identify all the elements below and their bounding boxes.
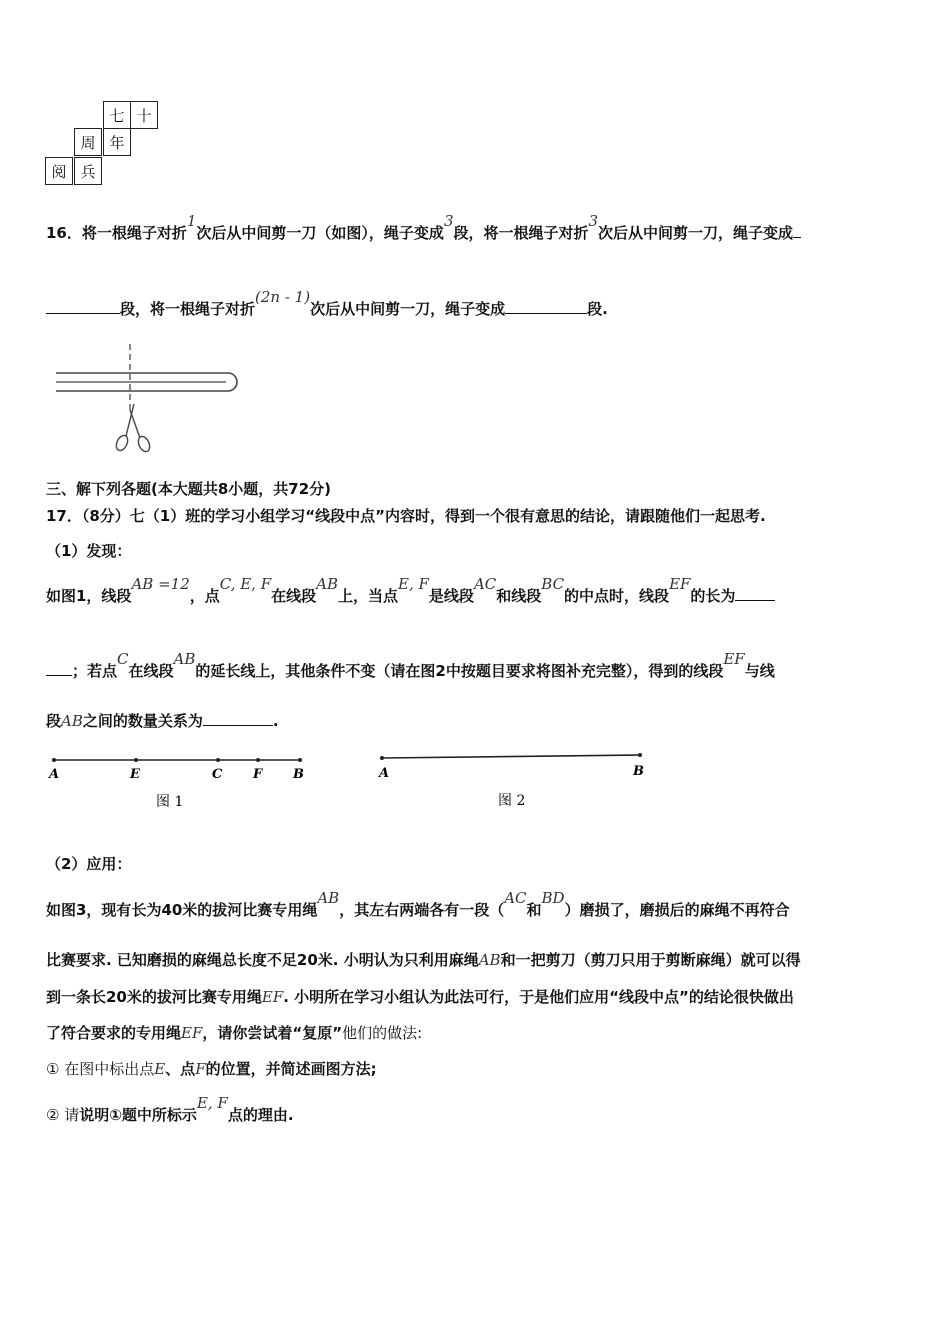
text: 说明①题中所标示 xyxy=(79,1106,197,1124)
math: C xyxy=(117,650,129,668)
text: 点的理由. xyxy=(227,1106,294,1124)
point-label: B xyxy=(633,764,644,779)
figure-1 xyxy=(44,748,314,816)
math: EF xyxy=(181,1024,203,1042)
text: 到一条长20米的拔河比赛专用绳 xyxy=(46,988,262,1006)
q17-app-line4 xyxy=(46,1022,422,1043)
q17-part2-title: （2）应用： xyxy=(46,855,132,873)
grid-cell: 七 xyxy=(103,101,131,129)
text: 段 xyxy=(46,712,62,730)
q16-line1 xyxy=(46,212,801,243)
q17-step1 xyxy=(46,1058,377,1079)
text: 是线段 xyxy=(428,587,474,605)
grid-cell: 兵 xyxy=(74,157,102,185)
text: 在线段 xyxy=(271,587,317,605)
math: 1 xyxy=(186,212,197,230)
grid-cell: 阅 xyxy=(45,157,73,185)
point-e xyxy=(134,758,138,762)
point-c xyxy=(216,758,220,762)
text: 的长为 xyxy=(690,587,736,605)
point-label: F xyxy=(253,767,263,782)
text: 之间的数量关系为 xyxy=(82,712,203,730)
answer-blank[interactable] xyxy=(505,299,587,314)
math: AB xyxy=(61,712,83,730)
answer-blank[interactable] xyxy=(735,586,775,601)
text: 次后从中间剪一刀（如图），绳子变成 xyxy=(196,224,444,242)
q17-line1 xyxy=(46,575,775,606)
text: 上，当点 xyxy=(338,587,399,605)
text: 次后从中间剪一刀，绳子变成 xyxy=(310,300,506,318)
math: (2n - 1) xyxy=(255,288,311,306)
math: 3 xyxy=(588,212,599,230)
q17-app-line3 xyxy=(46,986,794,1007)
text: 的延长线上，其他条件不变（请在图2中按题目要求将图补充完整），得到的线段 xyxy=(195,662,724,680)
rope-scissors-figure xyxy=(48,340,248,455)
q17-part1-title: （1）发现： xyxy=(46,542,132,560)
text: 与线 xyxy=(744,662,775,680)
q17-line2 xyxy=(46,650,775,681)
text: 和 xyxy=(526,901,542,919)
text: 、点 xyxy=(165,1060,196,1078)
q17-intro: 17．（8分）七（1）班的学习小组学习“线段中点”内容时，得到一个很有意思的结论，请跟随他们一起思考. xyxy=(46,507,766,525)
math: E xyxy=(154,1060,166,1078)
text: 如图1，线段 xyxy=(46,587,132,605)
math: E, F xyxy=(196,1094,228,1112)
text: 他们的做法: xyxy=(342,1024,423,1042)
answer-blank[interactable] xyxy=(46,661,72,676)
math: F xyxy=(195,1060,206,1078)
point-b xyxy=(638,753,642,757)
math: AB xyxy=(173,650,196,668)
math: AC xyxy=(473,575,497,593)
math: E, F xyxy=(398,575,429,593)
q17-step2 xyxy=(46,1094,294,1125)
section-heading: 三、解下列各题(本大题共8小题，共72分) xyxy=(46,480,332,498)
math: C, E, F xyxy=(219,575,272,593)
math: AB xyxy=(316,575,338,593)
text: 和一把剪刀（剪刀只用于剪断麻绳）就可以得 xyxy=(500,951,801,969)
answer-blank[interactable] xyxy=(793,223,801,238)
math: AB xyxy=(478,951,501,969)
answer-blank[interactable] xyxy=(46,299,120,314)
figure-caption: 图 2 xyxy=(498,793,526,809)
grid-cell: 年 xyxy=(103,128,131,156)
text: 的位置，并简述画图方法; xyxy=(205,1060,377,1078)
figure-2 xyxy=(372,745,662,815)
math: BD xyxy=(541,889,565,907)
text: 次后从中间剪一刀，绳子变成 xyxy=(598,224,794,242)
point-label: A xyxy=(379,766,390,781)
q17-line3 xyxy=(46,710,279,731)
math: EF xyxy=(669,575,691,593)
point-b xyxy=(298,758,302,762)
grid-cell: 十 xyxy=(130,101,158,129)
text: 了符合要求的专用绳 xyxy=(46,1024,182,1042)
text: ② 请 xyxy=(46,1106,80,1124)
q17-app-line2 xyxy=(46,949,801,970)
q17-app-line1 xyxy=(46,889,790,920)
math: AC xyxy=(504,889,527,907)
q16-line2 xyxy=(46,288,608,319)
text: 和线段 xyxy=(496,587,542,605)
point-label: C xyxy=(212,767,223,782)
point-f xyxy=(256,758,260,762)
text: ；若点 xyxy=(72,662,118,680)
point-label: B xyxy=(293,767,304,782)
text: 段，将一根绳子对折 xyxy=(120,300,256,318)
text: ，其左右两端各有一段（ xyxy=(339,901,505,919)
text: 16．将一根绳子对折 xyxy=(46,224,187,242)
scissors-icon xyxy=(114,404,152,453)
text: 段，将一根绳子对折 xyxy=(453,224,589,242)
math: 3 xyxy=(443,212,454,230)
text: ① 在图中标出点 xyxy=(46,1060,155,1078)
math: AB =12 xyxy=(131,575,190,593)
text: . xyxy=(272,712,279,730)
text: 如图3，现有长为40米的拔河比赛专用绳 xyxy=(46,901,318,919)
point-a xyxy=(380,756,384,760)
figure-caption: 图 1 xyxy=(156,794,184,810)
math: EF xyxy=(261,988,284,1006)
answer-blank[interactable] xyxy=(203,711,273,726)
math: EF xyxy=(723,650,745,668)
point-label: E xyxy=(130,767,140,782)
point-a xyxy=(52,758,56,762)
text: ，请你尝试着“复原” xyxy=(202,1024,343,1042)
math: BC xyxy=(541,575,565,593)
text: ）磨损了，磨损后的麻绳不再符合 xyxy=(564,901,790,919)
text: ，点 xyxy=(189,587,220,605)
text: 的中点时，线段 xyxy=(564,587,670,605)
text: 在线段 xyxy=(128,662,174,680)
point-label: A xyxy=(49,767,60,782)
grid-cell: 周 xyxy=(74,128,102,156)
text: . 小明所在学习小组认为此法可行，于是他们应用“线段中点”的结论很快做出 xyxy=(283,988,794,1006)
text: 比赛要求. 已知磨损的麻绳总长度不足20米. 小明认为只利用麻绳 xyxy=(46,951,479,969)
math: AB xyxy=(317,889,340,907)
text: 段. xyxy=(587,300,608,318)
